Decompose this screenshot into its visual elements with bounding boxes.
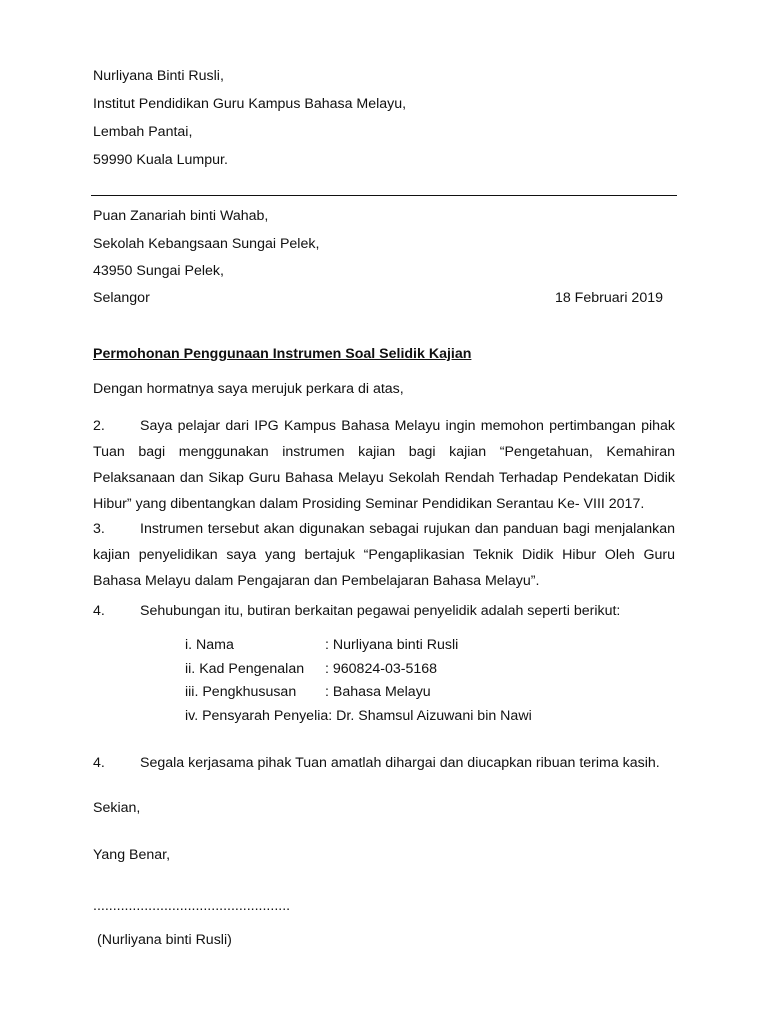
researcher-details-list	[185, 634, 532, 728]
detail-value: : Nurliyana binti Rusli	[325, 637, 459, 653]
paragraph-number: 3.	[93, 521, 105, 537]
list-item	[185, 681, 532, 705]
paragraph-number: 4.	[93, 603, 105, 619]
detail-label: ii. Kad Pengenalan	[185, 660, 305, 677]
signatory-name: (Nurliyana binti Rusli)	[97, 932, 232, 948]
letter-subject: Permohonan Penggunaan Instrumen Soal Selidik Kajian	[93, 346, 472, 362]
paragraph-4-text: Sehubungan itu, butiran berkaitan pegawai penyelidik adalah seperti berikut:	[140, 603, 621, 619]
paragraph-5	[93, 750, 675, 776]
paragraph-number: 2.	[93, 418, 105, 434]
sender-street: Lembah Pantai,	[93, 124, 193, 140]
greeting: Dengan hormatnya saya merujuk perkara di atas,	[93, 381, 404, 397]
detail-label: iv. Pensyarah Penyelia:	[185, 707, 333, 724]
paragraph-4	[93, 598, 675, 624]
letter-date: 18 Februari 2019	[554, 290, 663, 306]
paragraph-3-line-3: Bahasa Melayu dalam Pengajaran dan Pembelajaran Bahasa Melayu”.	[93, 573, 540, 589]
address-divider	[91, 195, 677, 196]
sender-institution: Institut Pendidikan Guru Kampus Bahasa Melayu,	[93, 96, 407, 112]
paragraph-3	[93, 516, 675, 594]
paragraph-2-line-4: Hibur” yang dibentangkan dalam Prosiding Seminar Pendidikan Serantau Ke- VIII 2017.	[93, 496, 645, 512]
closing-sekian: Sekian,	[93, 800, 141, 816]
sender-city: 59990 Kuala Lumpur.	[93, 152, 228, 168]
list-item	[185, 658, 532, 682]
detail-label: i. Nama	[185, 637, 234, 653]
detail-value: : 960824-03-5168	[325, 660, 438, 677]
recipient-name: Puan Zanariah binti Wahab,	[93, 208, 269, 224]
paragraph-2	[93, 413, 675, 517]
list-item	[185, 705, 532, 729]
list-item	[185, 634, 532, 658]
detail-value: : Bahasa Melayu	[325, 684, 431, 700]
paragraph-2-line-1: 2. Saya pelajar dari IPG Kampus Bahasa Melayu ingin memohon pertimbangan pihak	[93, 413, 675, 439]
paragraph-3-line-2: kajian penyelidikan saya yang bertajuk “Pengaplikasian Teknik Didik Hibur Oleh Guru	[93, 547, 675, 563]
sender-name: Nurliyana Binti Rusli,	[93, 68, 224, 84]
paragraph-2-line-3: Pelaksanaan dan Sikap Guru Bahasa Melayu Sekolah Rendah Terhadap Pendekatan Didik	[93, 470, 675, 486]
detail-value: Dr. Shamsul Aizuwani bin Nawi	[332, 707, 532, 724]
closing-yang-benar: Yang Benar,	[93, 847, 171, 863]
recipient-school: Sekolah Kebangsaan Sungai Pelek,	[93, 236, 320, 252]
paragraph-2-line-2: Tuan bagi menggunakan instrumen kajian bagi kajian “Pengetahuan, Kemahiran	[93, 444, 675, 460]
detail-label: iii. Pengkhususan	[185, 684, 297, 700]
paragraph-3-line-1: 3. Instrumen tersebut akan digunakan sebagai rujukan dan panduan bagi menjalankan	[93, 516, 675, 542]
recipient-city: 43950 Sungai Pelek,	[93, 263, 224, 279]
paragraph-5-text: Segala kerjasama pihak Tuan amatlah dihargai dan diucapkan ribuan terima kasih.	[140, 755, 660, 771]
signature-line: ..................................................	[93, 898, 291, 914]
paragraph-number: 4.	[93, 755, 105, 771]
recipient-state: Selangor	[93, 290, 150, 306]
